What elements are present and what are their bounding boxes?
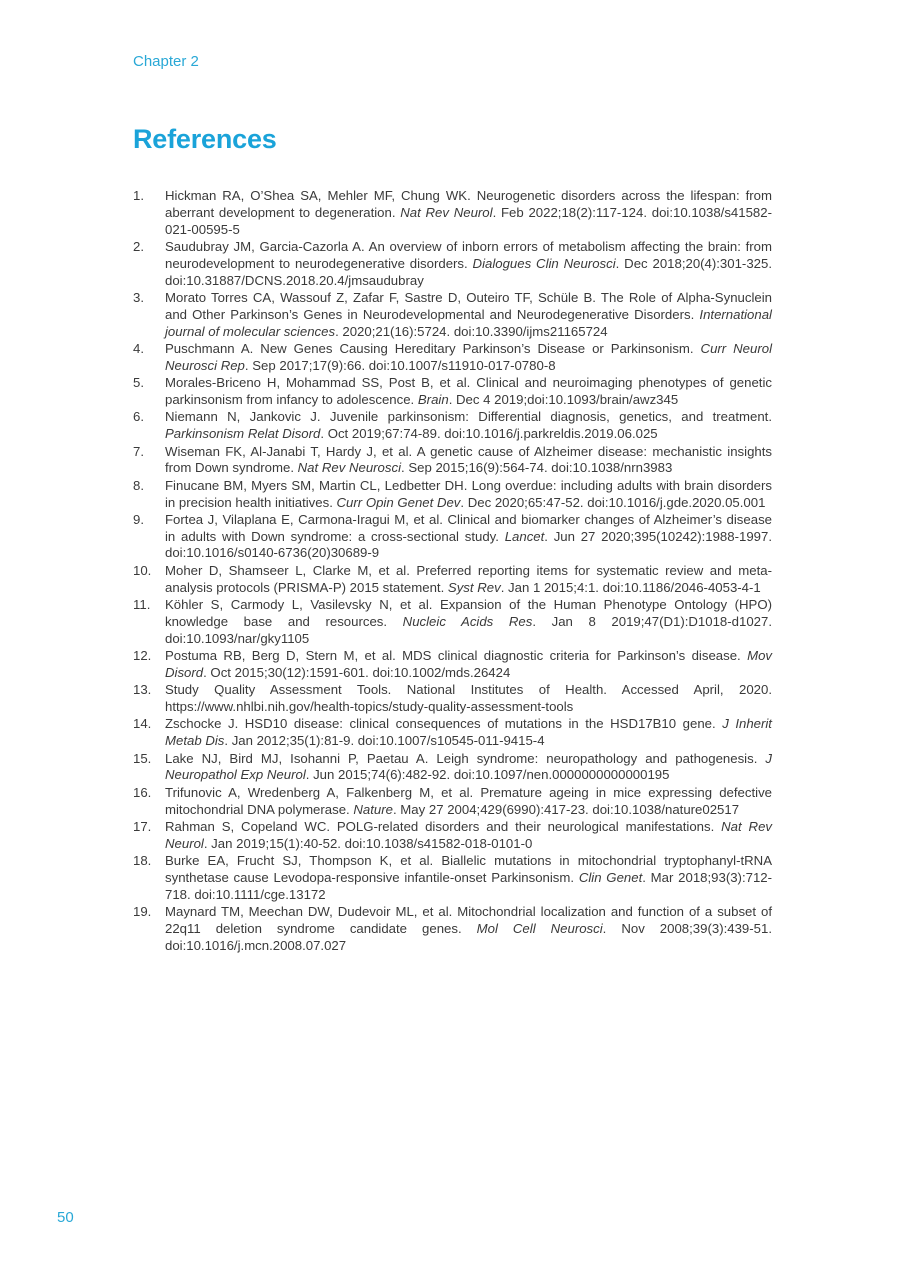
reference-number: 18.	[133, 853, 152, 869]
reference-item	[133, 597, 772, 647]
reference-item	[133, 290, 772, 340]
reference-item	[133, 341, 772, 375]
reference-number: 7.	[133, 443, 144, 459]
reference-text: Morales-Briceno H, Mohammad SS, Post B, et al. Clinical and neuroimaging phenotypes of genetic parkinsonism from infancy to adolescence.	[165, 375, 772, 407]
reference-number: 4.	[133, 340, 144, 356]
reference-number: 13.	[133, 682, 152, 698]
reference-text: Köhler S, Carmody L, Vasilevsky N, et al. Expansion of the Human Phenotype Ontology (HPO) knowledge base and resources.	[165, 597, 772, 629]
reference-journal: Brain	[417, 391, 449, 407]
reference-details: . Mar 2018;93(3):712-718. doi:10.1111/cge.13172	[165, 869, 773, 902]
reference-item	[133, 512, 772, 562]
reference-details: . Dec 2018;20(4):301-325. doi:10.31887/DCNS.2018.20.4/jmsaudubray	[165, 255, 772, 288]
reference-item	[133, 239, 772, 289]
reference-item	[133, 563, 772, 597]
reference-text: Moher D, Shamseer L, Clarke M, et al. Preferred reporting items for systematic review and meta-analysis protocols (PRISMA-P) 2015 statement.	[165, 562, 772, 595]
reference-text: Fortea J, Vilaplana E, Carmona-Iragui M, et al. Clinical and biomarker changes of Alzheimer’s disease in adults with Down syndrome: a cross-sectional study.	[165, 511, 772, 544]
reference-number: 1.	[133, 188, 144, 203]
reference-details: . May 27 2004;429(6990):417-23. doi:10.1038/nature02517	[392, 801, 740, 817]
reference-text: Saudubray JM, Garcia-Cazorla A. An overview of inborn errors of metabolism affecting the brain: from neurodevelopment to neurodegenerative disorders.	[165, 238, 772, 271]
reference-number: 10.	[133, 562, 152, 578]
reference-list	[133, 188, 772, 955]
reference-item	[133, 682, 772, 716]
reference-number: 6.	[133, 409, 144, 425]
reference-journal: Curr Opin Genet Dev	[336, 494, 461, 510]
reference-journal: Nat Rev Neurosci	[297, 460, 401, 476]
reference-item	[133, 375, 772, 409]
reference-journal: Nucleic Acids Res	[402, 613, 533, 629]
reference-text: Niemann N, Jankovic J. Juvenile parkinsonism: Differential diagnosis, genetics, and treatment.	[165, 409, 772, 425]
reference-details: . Oct 2015;30(12):1591-601. doi:10.1002/mds.26424	[203, 664, 511, 680]
reference-details: . Feb 2022;18(2):117-124. doi:10.1038/s41582-021-00595-5	[165, 204, 772, 237]
reference-details: . Oct 2019;67:74-89. doi:10.1016/j.parkreldis.2019.06.025	[320, 426, 658, 442]
reference-details: . 2020;21(16):5724. doi:10.3390/ijms21165724	[335, 323, 608, 339]
reference-number: 15.	[133, 750, 152, 766]
reference-number: 2.	[133, 238, 144, 254]
reference-item	[133, 904, 772, 954]
reference-item	[133, 648, 772, 682]
reference-journal: Nat Rev Neurol	[165, 818, 772, 851]
reference-journal: Dialogues Clin Neurosci	[472, 255, 616, 271]
reference-details: . Sep 2015;16(9):564-74. doi:10.1038/nrn3983	[401, 460, 673, 476]
reference-details: . Jan 2012;35(1):81-9. doi:10.1007/s10545-011-9415-4	[224, 733, 545, 749]
reference-number: 19.	[133, 904, 152, 920]
reference-item	[133, 409, 772, 443]
reference-number: 17.	[133, 818, 152, 834]
reference-item	[133, 444, 772, 478]
reference-number: 3.	[133, 289, 144, 305]
reference-journal: Clin Genet	[578, 869, 643, 885]
reference-text: Trifunovic A, Wredenberg A, Falkenberg M, et al. Premature ageing in mice expressing defective mitochondrial DNA polymerase.	[165, 784, 772, 817]
reference-details: . Sep 2017;17(9):66. doi:10.1007/s11910-017-0780-8	[244, 357, 556, 373]
reference-journal: Nature	[353, 801, 393, 817]
reference-text: Rahman S, Copeland WC. POLG-related disorders and their neurological manifestations.	[165, 818, 722, 834]
reference-text: Morato Torres CA, Wassouf Z, Zafar F, Sastre D, Outeiro TF, Schüle B. The Role of Alpha-Synuclein and Other Parkinson’s Genes in Neurodevelopmental and Neurodegenerative Disorders.	[165, 289, 772, 322]
reference-journal: Lancet	[504, 528, 545, 544]
page-title: References	[133, 124, 277, 154]
reference-journal: International journal of molecular sciences	[165, 306, 772, 339]
reference-journal: Parkinsonism Relat Disord	[165, 426, 321, 442]
reference-details: . Jun 27 2020;395(10242):1988-1997. doi:10.1016/s0140-6736(20)30689-9	[165, 528, 772, 561]
reference-details: . Jan 8 2019;47(D1):D1018-d1027. doi:10.1093/nar/gky1105	[165, 613, 772, 646]
reference-item	[133, 188, 772, 238]
reference-number: 16.	[133, 784, 152, 800]
reference-item	[133, 819, 772, 853]
reference-details: . Jan 2019;15(1):40-52. doi:10.1038/s41582-018-0101-0	[203, 835, 533, 851]
reference-number: 11.	[133, 597, 151, 613]
reference-number: 9.	[133, 511, 144, 527]
reference-text: Zschocke J. HSD10 disease: clinical consequences of mutations in the HSD17B10 gene.	[165, 716, 723, 732]
reference-text: Finucane BM, Myers SM, Martin CL, Ledbetter DH. Long overdue: including adults with brain disorders in precision health initiatives.	[165, 477, 772, 510]
reference-number: 14.	[133, 716, 152, 732]
reference-text: Study Quality Assessment Tools. National Institutes of Health. Accessed April, 2020. https://www.nhlbi.nih.gov/health-topics/study-quality-assessment-tools	[165, 682, 772, 715]
reference-details: . Dec 4 2019;doi:10.1093/brain/awz345	[448, 391, 679, 407]
reference-text: Maynard TM, Meechan DW, Dudevoir ML, et al. Mitochondrial localization and function of a subset of 22q11 deletion syndrome candidate genes.	[165, 904, 772, 936]
reference-journal: Curr Neurol Neurosci Rep	[165, 340, 772, 373]
reference-text: Lake NJ, Bird MJ, Isohanni P, Paetau A. Leigh syndrome: neuropathology and pathogenesis.	[165, 750, 766, 766]
reference-journal: Mol Cell Neurosci	[476, 920, 603, 936]
reference-text: Puschmann A. New Genes Causing Hereditary Parkinson’s Disease or Parkinsonism.	[165, 340, 701, 356]
reference-journal: J Neuropathol Exp Neurol	[165, 750, 772, 783]
reference-text: Wiseman FK, Al-Janabi T, Hardy J, et al. A genetic cause of Alzheimer disease: mechanistic insights from Down syndrome.	[165, 443, 772, 476]
reference-item	[133, 478, 772, 512]
reference-journal: J Inherit Metab Dis	[165, 716, 772, 749]
reference-number: 12.	[133, 648, 152, 664]
reference-journal: Mov Disord	[165, 648, 772, 680]
reference-text: Burke EA, Frucht SJ, Thompson K, et al. Biallelic mutations in mitochondrial tryptophanyl-tRNA synthetase cause Levodopa-responsive infantile-onset Parkinsonism.	[165, 853, 772, 885]
reference-journal: Nat Rev Neurol	[400, 204, 493, 220]
reference-details: . Dec 2020;65:47-52. doi:10.1016/j.gde.2020.05.001	[460, 494, 766, 510]
reference-number: 5.	[133, 375, 144, 391]
reference-journal: Syst Rev	[447, 579, 501, 595]
reference-item	[133, 716, 772, 750]
page-number: 50	[57, 1209, 74, 1226]
reference-details: . Jan 1 2015;4:1. doi:10.1186/2046-4053-4-1	[500, 579, 761, 595]
chapter-label: Chapter 2	[133, 53, 199, 70]
reference-item	[133, 785, 772, 819]
reference-item	[133, 751, 772, 785]
reference-item	[133, 853, 772, 903]
reference-text: Hickman RA, O’Shea SA, Mehler MF, Chung WK. Neurogenetic disorders across the lifespan: from aberrant development to degeneration.	[165, 188, 772, 220]
reference-details: . Nov 2008;39(3):439-51. doi:10.1016/j.mcn.2008.07.027	[165, 920, 772, 953]
reference-text: Postuma RB, Berg D, Stern M, et al. MDS clinical diagnostic criteria for Parkinson’s disease.	[165, 648, 748, 664]
reference-details: . Jun 2015;74(6):482-92. doi:10.1097/nen.0000000000000195	[305, 767, 670, 783]
reference-number: 8.	[133, 477, 144, 493]
